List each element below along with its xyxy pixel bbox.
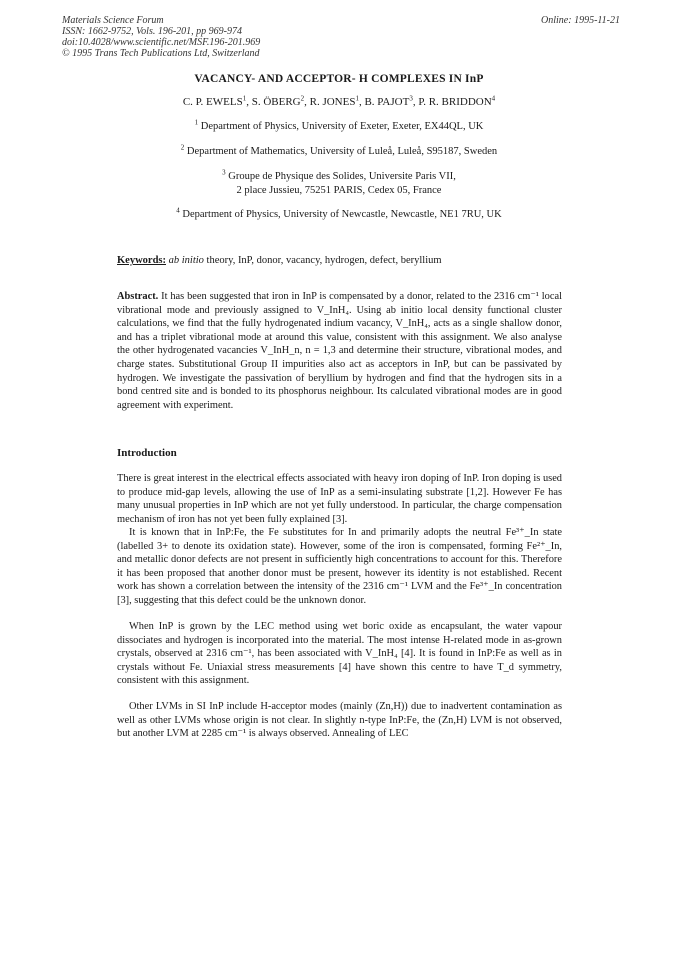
affiliation-2: $^2$ Department of Mathematics, University of Luleå, Luleå, S95187, Sweden — [180, 143, 498, 157]
author: C. P. EWELS$^1$ — [182, 94, 247, 108]
keywords: Keywords: ab initio theory, InP, donor, vacancy, hydrogen, defect, beryllium — [117, 255, 442, 266]
paper-title: VACANCY- AND ACCEPTOR- H COMPLEXES IN InP — [194, 73, 484, 85]
affiliation-4: $^4$ Department of Physics, University of Newcastle, Newcastle, NE1 7RU, UK — [176, 206, 502, 220]
paragraph: It is known that in InP:Fe, the Fe substitutes for In and primarily adopts the neutral Fe³⁺_In state (labelled 3+ to denote its oxidation state). However, some of the iron is compensated, forming Fe²⁺_In, and metallic donor defects are not present in sufficiently high concentrations to account for this. Therefore it has been proposed that another donor must be present, however its identity is not established. Recent work has shown a correlation between the intensity of the 2316 cm⁻¹ LVM and the Fe³⁺_In concentration [3], suggesting that this defect could be the unknown donor. — [117, 527, 562, 606]
section-heading: Introduction — [117, 447, 177, 459]
author: R. JONES$^1$ — [309, 94, 359, 108]
online-date: Online: 1995-11-21 — [541, 15, 620, 26]
abstract — [117, 290, 562, 412]
issn-line: ISSN: 1662-9752, Vols. 196-201, pp 969-974 — [62, 26, 242, 37]
abstract-text: It has been suggested that iron in InP is compensated by a donor, related to the 2316 cm⁻¹ local vibrational mode and previously assigned to V_InH₄. Using ab initio local density functional cluster calculations, we find that the fully hydrogenated indium vacancy, V_InH₄, acts as a single shallow donor, and has a triplet vibrational mode at around this value, consistent with this assignment. We also analyse the other hydrogenated vacancies V_InH_n, n = 1,3 and determine their structure, vibrational modes, and charge states. Substitutional Group II impurities also act as acceptors in InP, but can be passivated by hydrogen. We investigate the passivation of beryllium by hydrogen and find that the hydrogen sits in a bond centred site and is bonded to its phosphorus neighbour. Its calculated vibrational modes are in good agreement with experiment. — [117, 291, 562, 411]
author: B. PAJOT$^3$ — [364, 94, 413, 108]
paragraph: There is great interest in the electrical effects associated with heavy iron doping of InP. Iron doping is used to produce mid-gap levels, allowing the use of InP as a semi-insulating substrate [1,2]. However Fe has many unusual properties in InP which are not yet fully understood. In particular, the charge compensation mechanism of iron has not yet been fully explained [3]. — [117, 473, 562, 525]
author: S. ÖBERG$^2$ — [251, 94, 305, 108]
affiliation-1: $^1$ Department of Physics, University of Exeter, Exeter, EX44QL, UK — [194, 118, 484, 132]
copyright-line: © 1995 Trans Tech Publications Ltd, Switzerland — [62, 48, 260, 59]
author-list: C. P. EWELS$^1$, S. ÖBERG$^2$, R. JONES$^1$, B. PAJOT$^3$, P. R. BRIDDON$^4$ — [182, 94, 496, 108]
doi-line: doi:10.4028/www.scientific.net/MSF.196-201.969 — [62, 37, 261, 48]
paragraph: Other LVMs in SI InP include H-acceptor modes (mainly (Zn,H)) due to inadvertent contamination as well as other LVMs whose origin is not clear. In slightly n-type InP:Fe, the (Zn,H) LVM is not observed, but another LVM at 2285 cm⁻¹ is always observed. Annealing of LEC — [117, 701, 562, 740]
journal-header — [62, 15, 260, 59]
paragraph: When InP is grown by the LEC method using wet boric oxide as encapsulant, the water vapour dissociates and hydrogen is incorporated into the material. The most intense H-related mode in as-grown crystals, observed at 2316 cm⁻¹, has been associated with V_InH₄ [4]. It is found in InP:Fe as well as in crystals without Fe. Uniaxial stress measurements [4] have shown this centre to have T_d symmetry, consistent with this assignment. — [117, 621, 562, 687]
affiliation-3: $^3$ Groupe de Physique des Solides, Universite Paris VII, 2 place Jussieu, 75251 PARIS, Cedex 05, France — [222, 168, 456, 196]
abstract-label: Abstract. — [117, 291, 159, 302]
journal-name: Materials Science Forum — [62, 15, 164, 26]
keywords-label: Keywords: — [117, 255, 166, 266]
author: P. R. BRIDDON$^4$ — [418, 94, 496, 108]
